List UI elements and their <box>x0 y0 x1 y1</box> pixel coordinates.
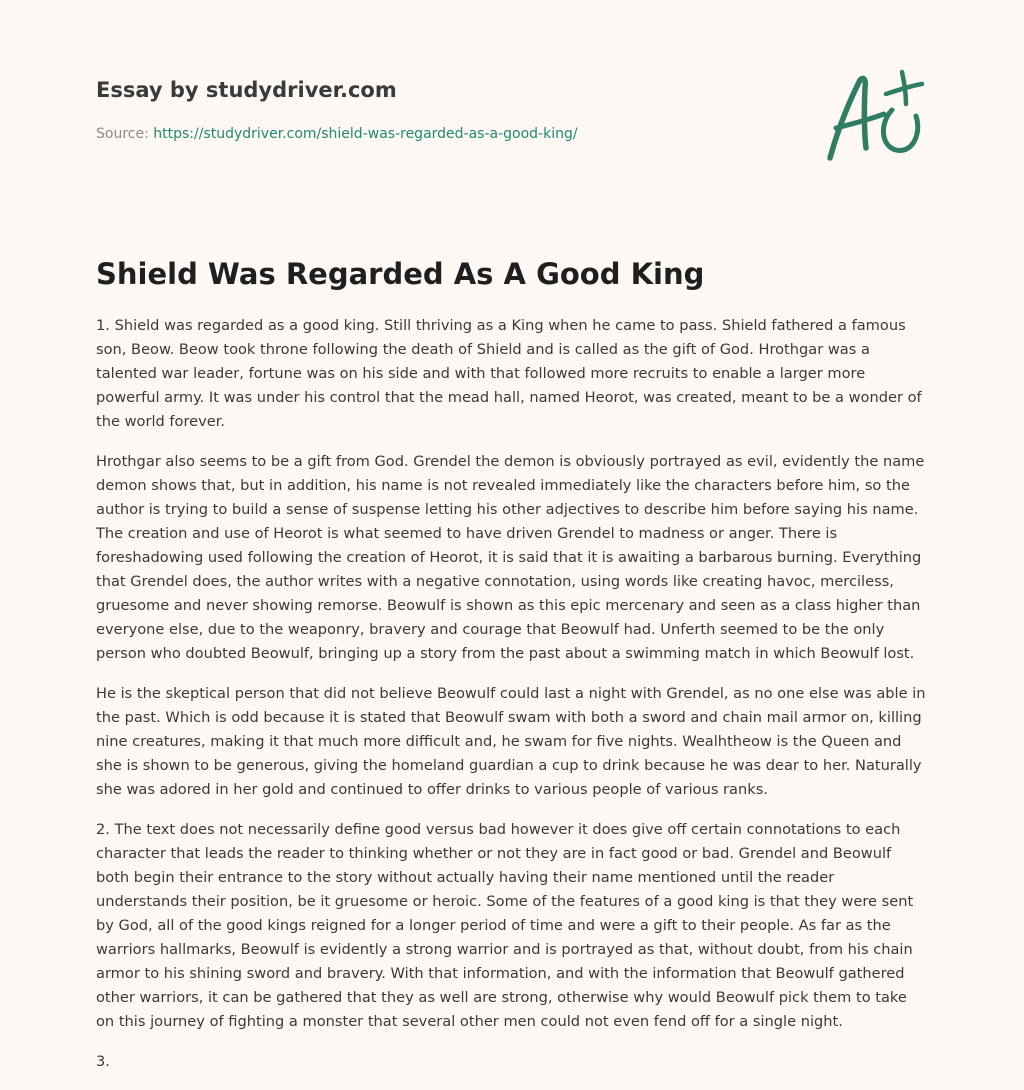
essay-paragraph: He is the skeptical person that did not believe Beowulf could last a night with Grendel, as no one else was able in the past. Which is odd because it is stated that Beowulf swam with both a sword and chain mail armor on, killing nine creatures, making it that much more difficult and, he swam for five nights. Wealhtheow is the Queen and she is shown to be generous, giving the homeland guardian a cup to drink because he was dear to her. Naturally she was adored in her gold and continued to offer drinks to various people of various ranks. <box>96 685 926 798</box>
essay-paragraph: Hrothgar also seems to be a gift from God. Grendel the demon is obviously portrayed as evil, evidently the name demon shows that, but in addition, his name is not revealed immediately like the characters before him, so the author is trying to build a sense of suspense letting his other adjectives to describe him before saying his name. The creation and use of Heorot is what seemed to have driven Grendel to madness or anger. There is foreshadowing used following the creation of Heorot, it is said that it is awaiting a barbarous burning. Everything that Grendel does, the author writes with a negative connotation, using words like creating havoc, merciless, gruesome and never showing remorse. Beowulf is shown as this epic mercenary and seen as a class higher than everyone else, due to the weaponry, bravery and courage that Beowulf had. Unferth seemed to be the only person who doubted Beowulf, bringing up a story from the past about a swimming match in which Beowulf lost. <box>96 453 925 662</box>
site-brand: Essay by studydriver.com <box>96 78 397 102</box>
essay-body <box>96 314 928 1090</box>
essay-header <box>96 76 796 144</box>
source-link[interactable]: https://studydriver.com/shield-was-regarded-as-a-good-king/ <box>153 126 578 142</box>
essay-paragraph: 3. <box>96 1053 110 1070</box>
a-plus-grade-icon <box>820 66 930 166</box>
essay-title: Shield Was Regarded As A Good King <box>96 257 705 291</box>
essay-paragraph: 2. The text does not necessarily define good versus bad however it does give off certain connotations to each character that leads the reader to thinking whether or not they are in fact good or bad. Grendel and Beowulf both begin their entrance to the story without actually having their name mentioned until the reader understands their position, be it gruesome or heroic. Some of the features of a good king is that they were sent by God, all of the good kings reigned for a longer period of time and were a gift to their people. As far as the warriors hallmarks, Beowulf is evidently a strong warrior and is portrayed as that, without doubt, from his chain armor to his shining sword and bravery. With that information, and with the information that Beowulf gathered other warriors, it can be gathered that they as well are strong, otherwise why would Beowulf pick them to take on this journey of fighting a monster that several other men could not even fend off for a single night. <box>96 821 914 1030</box>
essay-paragraph: 1. Shield was regarded as a good king. Still thriving as a King when he came to pass. Shield fathered a famous son, Beow. Beow took throne following the death of Shield and is called as the gift of God. Hrothgar was a talented war leader, fortune was on his side and with that followed more recruits to enable a larger more powerful army. It was under his control that the mead hall, named Heorot, was created, meant to be a wonder of the world forever. <box>96 317 922 430</box>
source-label: Source: <box>96 126 154 142</box>
source-line <box>96 124 796 144</box>
